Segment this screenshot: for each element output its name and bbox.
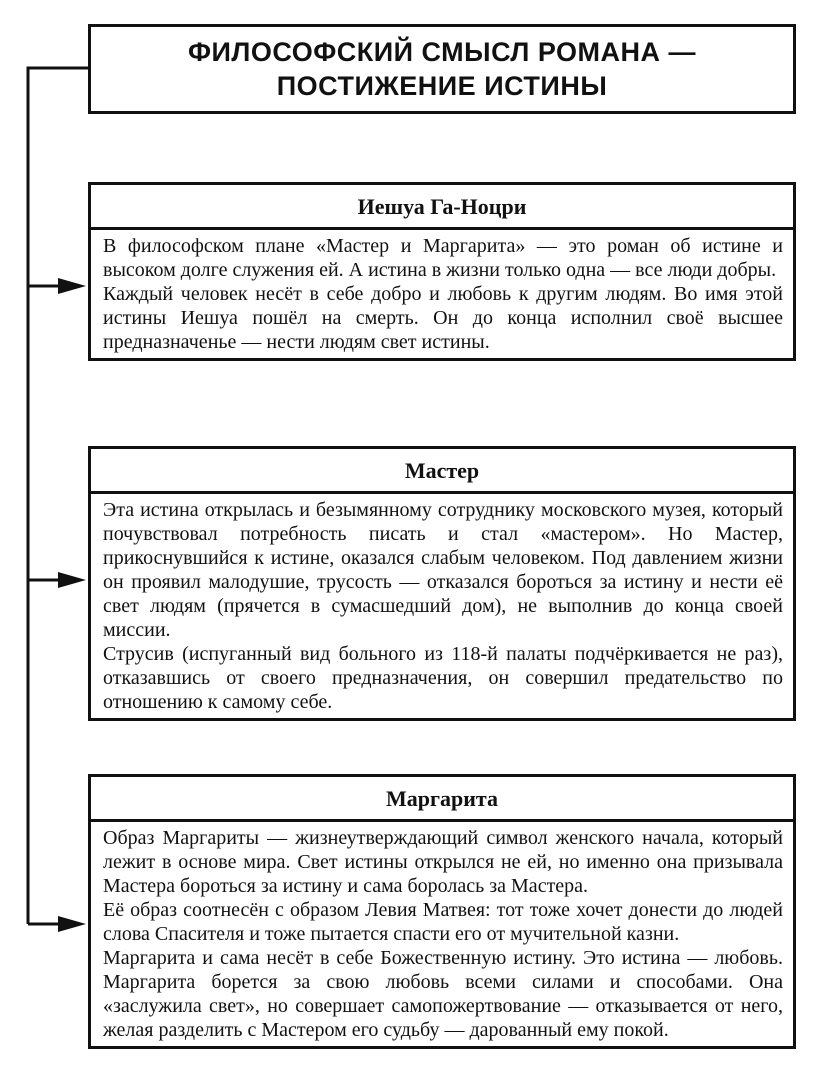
block-iesua [88, 182, 796, 361]
main-title-line-2: ПОСТИЖЕНИЕ ИСТИНЫ [276, 71, 608, 101]
block-iesua-heading: Иешуа Га-Ноцри [91, 185, 793, 230]
block-iesua-paragraph-1: В философском плане «Мастер и Маргарита» — это роман об истине и высоком долге служения ей. А истина в жизни только одна — все люди добры. [103, 235, 783, 281]
block-master-paragraph-2: Струсив (испуганный вид больного из 118-й палаты подчёркивается не раз), отказавшись от своего предназначения, он совершил предательство по отношению к самому себе. [103, 643, 783, 713]
arrowhead-margarita [58, 916, 86, 932]
block-margarita-paragraph-2: Её образ соотнесён с образом Левия Матвея: тот тоже хочет донести до людей слова Спасителя и тоже пытается спасти его от мучительной казни. [103, 899, 783, 945]
arrowhead-iesua [58, 278, 86, 294]
block-master-heading: Мастер [91, 449, 793, 494]
block-master [88, 446, 796, 721]
block-margarita [88, 774, 796, 1049]
main-title-line-1: ФИЛОСОФСКИЙ СМЫСЛ РОМАНА — [187, 37, 697, 67]
main-title-box [88, 24, 796, 114]
block-master-text [91, 494, 793, 718]
arrowhead-master [58, 572, 86, 588]
block-margarita-paragraph-3: Маргарита и сама несёт в себе Божественную истину. Это истина — любовь. Маргарита борется за свою любовь всеми силами и способами. Она «заслужила свет», но совершает самопожертвование — отказывается от него, желая разделить с Мастером его судьбу — дарованный ему покой. [103, 947, 783, 1041]
block-iesua-text [91, 230, 793, 358]
block-iesua-paragraph-2: Каждый человек несёт в себе добро и любовь к другим людям. Во имя этой истины Иешуа пошёл на смерть. Он до конца исполнил своё высшее предназначенье — нести людям свет истины. [103, 283, 783, 353]
block-margarita-heading: Маргарита [91, 777, 793, 822]
block-margarita-paragraph-1: Образ Маргариты — жизнеутверждающий символ женского начала, который лежит в основе мира. Свет истины открылся не ей, но именно она призывала Мастера бороться за истину и сама боролась за Мастера. [103, 827, 783, 897]
block-margarita-text [91, 822, 793, 1046]
block-master-paragraph-1: Эта истина открылась и безымянному сотруднику московского музея, который почувствовал потребность писать и стал «мастером». Но Мастер, прикоснувшийся к истине, оказался слабым человеком. Под давлением жизни он проявил малодушие, трусость — отказался бороться за истину и нести её свет людям (прячется в сумасшедший дом), не выполнив до конца своей миссии. [103, 499, 783, 641]
